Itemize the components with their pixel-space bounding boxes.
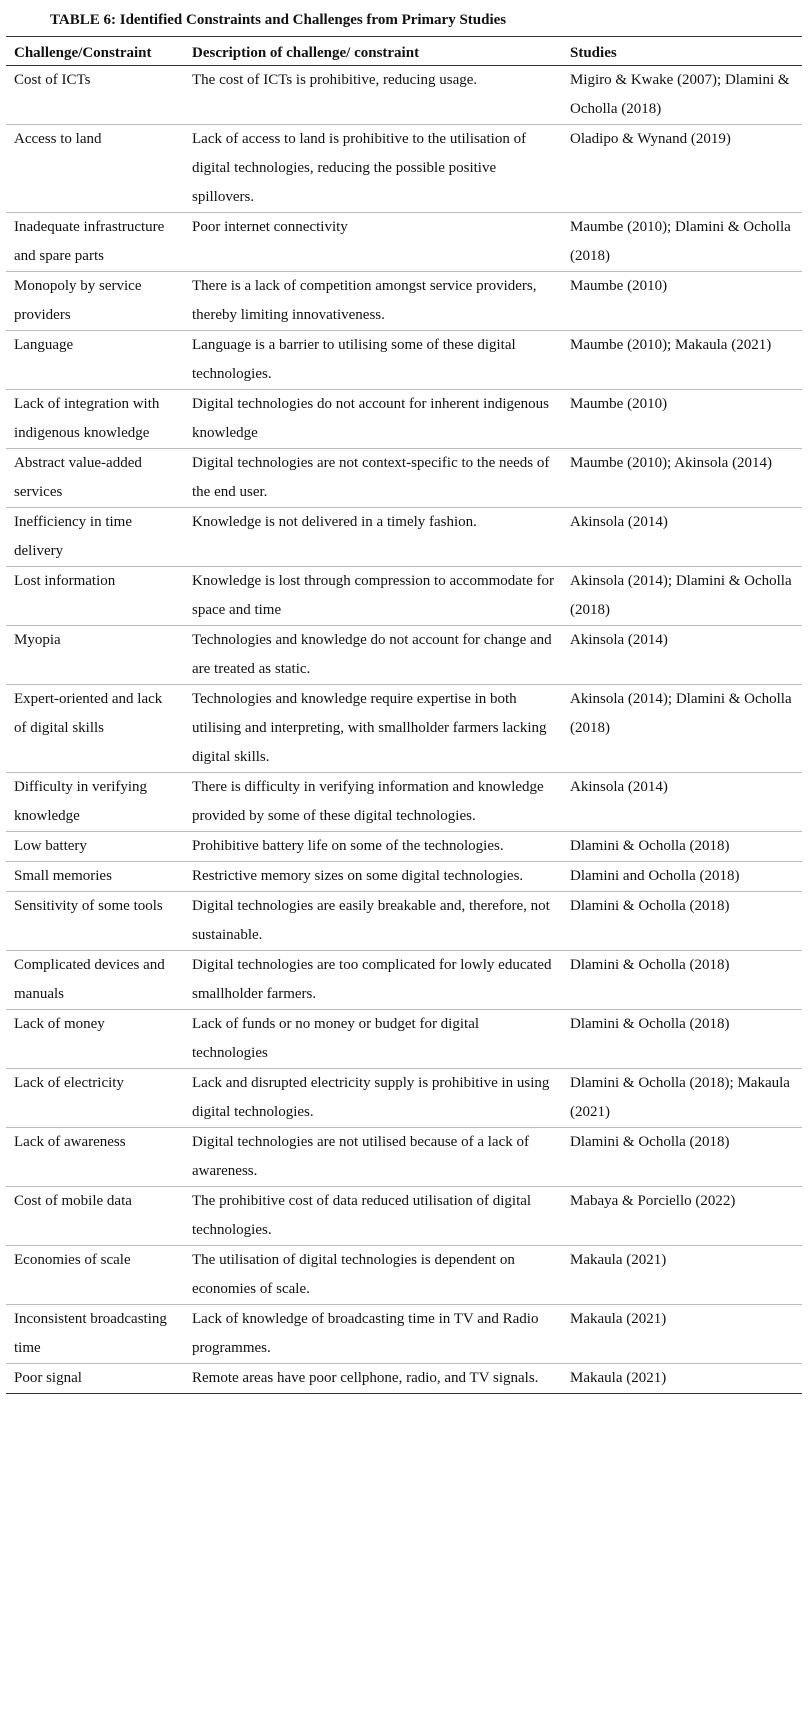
cell-description: Language is a barrier to utilising some of these digital technologies. <box>192 337 516 382</box>
cell-challenge: Inadequate infrastructure and spare parts <box>14 219 165 264</box>
cell-description: The prohibitive cost of data reduced utilisation of digital technologies. <box>192 1193 532 1238</box>
cell-description: Prohibitive battery life on some of the technologies. <box>192 838 504 854</box>
table-row <box>6 66 802 125</box>
table-row <box>6 331 802 390</box>
table-row <box>6 1364 802 1394</box>
cell-studies: Makaula (2021) <box>570 1311 667 1327</box>
table-row <box>6 1187 802 1246</box>
cell-challenge: Expert-oriented and lack of digital skills <box>14 691 163 736</box>
cell-challenge: Abstract value-added services <box>14 455 142 500</box>
cell-studies: Maumbe (2010) <box>570 396 668 412</box>
cell-challenge: Lack of awareness <box>14 1134 126 1150</box>
table-row <box>6 1246 802 1305</box>
table-row <box>6 626 802 685</box>
table-header <box>6 37 802 66</box>
table-title: TABLE 6: Identified Constraints and Challenges from Primary Studies <box>50 12 507 28</box>
cell-description: Poor internet connectivity <box>192 219 348 235</box>
cell-description: Digital technologies are not utilised because of a lack of awareness. <box>192 1134 529 1179</box>
cell-studies: Dlamini & Ocholla (2018); Makaula (2021) <box>570 1075 790 1120</box>
table-row <box>6 1305 802 1364</box>
table-row <box>6 832 802 862</box>
cell-studies: Dlamini & Ocholla (2018) <box>570 838 730 854</box>
cell-studies: Akinsola (2014) <box>570 514 668 530</box>
cell-studies: Maumbe (2010) <box>570 278 668 294</box>
cell-description: There is difficulty in verifying information and knowledge provided by some of these digital technologies. <box>192 779 544 824</box>
cell-challenge: Economies of scale <box>14 1252 131 1268</box>
cell-challenge: Small memories <box>14 868 112 884</box>
cell-challenge: Poor signal <box>14 1370 82 1386</box>
cell-description: Knowledge is not delivered in a timely fashion. <box>192 514 477 530</box>
table-body <box>6 66 802 1394</box>
cell-studies: Akinsola (2014); Dlamini & Ocholla (2018) <box>570 573 792 618</box>
constraints-table <box>6 36 802 1394</box>
cell-challenge: Complicated devices and manuals <box>14 957 165 1002</box>
cell-challenge: Cost of mobile data <box>14 1193 132 1209</box>
cell-description: Lack of funds or no money or budget for digital technologies <box>192 1016 480 1061</box>
cell-challenge: Access to land <box>14 131 102 147</box>
cell-challenge: Lack of money <box>14 1016 105 1032</box>
cell-description: Digital technologies are too complicated for lowly educated smallholder farmers. <box>192 957 552 1002</box>
table-row <box>6 390 802 449</box>
header-challenge: Challenge/Constraint <box>14 45 152 61</box>
header-description: Description of challenge/ constraint <box>192 45 420 61</box>
cell-studies: Dlamini and Ocholla (2018) <box>570 868 740 884</box>
cell-description: Technologies and knowledge require expertise in both utilising and interpreting, with smallholder farmers lacking digital skills. <box>192 691 547 765</box>
cell-studies: Maumbe (2010); Akinsola (2014) <box>570 455 773 471</box>
table-row <box>6 272 802 331</box>
cell-description: There is a lack of competition amongst service providers, thereby limiting innovativeness. <box>192 278 537 323</box>
cell-description: Lack and disrupted electricity supply is prohibitive in using digital technologies. <box>192 1075 550 1120</box>
cell-description: Technologies and knowledge do not account for change and are treated as static. <box>192 632 552 677</box>
cell-description: Restrictive memory sizes on some digital technologies. <box>192 868 524 884</box>
cell-challenge: Inconsistent broadcasting time <box>14 1311 167 1356</box>
table-row <box>6 773 802 832</box>
table-row <box>6 1069 802 1128</box>
header-row <box>6 37 802 66</box>
cell-challenge: Lost information <box>14 573 116 589</box>
cell-studies: Makaula (2021) <box>570 1252 667 1268</box>
cell-challenge: Sensitivity of some tools <box>14 898 163 914</box>
cell-studies: Dlamini & Ocholla (2018) <box>570 1134 730 1150</box>
cell-studies: Akinsola (2014) <box>570 779 668 795</box>
cell-description: Knowledge is lost through compression to accommodate for space and time <box>192 573 555 618</box>
table-row <box>6 685 802 773</box>
cell-challenge: Monopoly by service providers <box>14 278 142 323</box>
cell-studies: Akinsola (2014) <box>570 632 668 648</box>
cell-challenge: Low battery <box>14 838 87 854</box>
table-row <box>6 1010 802 1069</box>
cell-description: The cost of ICTs is prohibitive, reducing usage. <box>192 72 478 88</box>
cell-description: Lack of knowledge of broadcasting time in TV and Radio programmes. <box>192 1311 539 1356</box>
table-row <box>6 567 802 626</box>
cell-challenge: Inefficiency in time delivery <box>14 514 133 559</box>
cell-challenge: Cost of ICTs <box>14 72 91 88</box>
cell-description: Digital technologies are not context-specific to the needs of the end user. <box>192 455 550 500</box>
cell-studies: Migiro & Kwake (2007); Dlamini & Ocholla (2018) <box>570 72 790 117</box>
cell-studies: Maumbe (2010); Makaula (2021) <box>570 337 772 353</box>
table-row <box>6 125 802 213</box>
header-studies: Studies <box>570 45 617 61</box>
cell-studies: Mabaya & Porciello (2022) <box>570 1193 736 1209</box>
cell-description: Digital technologies are easily breakable and, therefore, not sustainable. <box>192 898 550 943</box>
cell-challenge: Myopia <box>14 632 61 648</box>
table-row <box>6 449 802 508</box>
cell-challenge: Difficulty in verifying knowledge <box>14 779 148 824</box>
table-row <box>6 892 802 951</box>
cell-studies: Oladipo & Wynand (2019) <box>570 131 731 147</box>
cell-challenge: Lack of integration with indigenous knowledge <box>14 396 160 441</box>
cell-studies: Dlamini & Ocholla (2018) <box>570 957 730 973</box>
cell-studies: Akinsola (2014); Dlamini & Ocholla (2018) <box>570 691 792 736</box>
cell-studies: Makaula (2021) <box>570 1370 667 1386</box>
cell-description: The utilisation of digital technologies is dependent on economies of scale. <box>192 1252 515 1297</box>
cell-challenge: Lack of electricity <box>14 1075 124 1091</box>
table-row <box>6 508 802 567</box>
table-row <box>6 213 802 272</box>
cell-studies: Maumbe (2010); Dlamini & Ocholla (2018) <box>570 219 791 264</box>
cell-studies: Dlamini & Ocholla (2018) <box>570 898 730 914</box>
cell-description: Digital technologies do not account for inherent indigenous knowledge <box>192 396 549 441</box>
cell-description: Lack of access to land is prohibitive to the utilisation of digital technologies, reducing the possible positive spillovers. <box>192 131 527 205</box>
cell-studies: Dlamini & Ocholla (2018) <box>570 1016 730 1032</box>
table-row <box>6 951 802 1010</box>
cell-challenge: Language <box>14 337 74 353</box>
cell-description: Remote areas have poor cellphone, radio, and TV signals. <box>192 1370 539 1386</box>
table-row <box>6 1128 802 1187</box>
table-row <box>6 862 802 892</box>
